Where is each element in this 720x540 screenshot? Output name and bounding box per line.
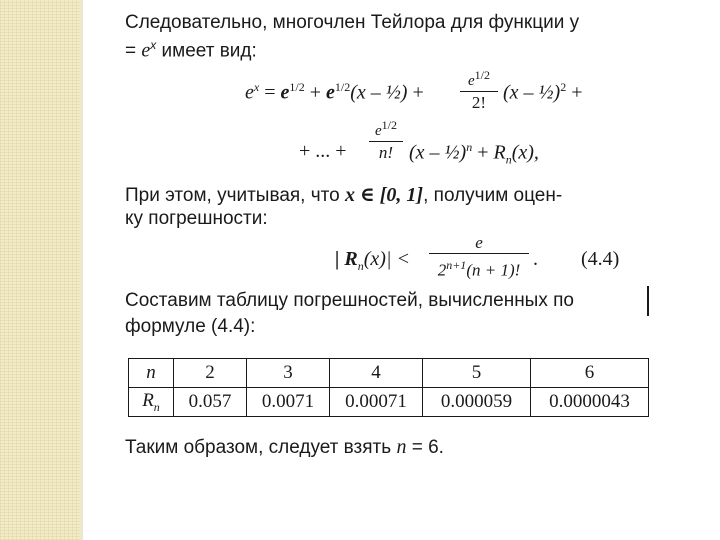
taylor-formula-line-1-tail: (x – ½)$^2$ +: [503, 80, 583, 104]
table-header-cell: 6: [531, 359, 649, 388]
error-table: [128, 358, 649, 417]
table-row: [129, 388, 649, 417]
fraction-e-over-2-factorial: $e^{1/2}$ 2!: [460, 66, 498, 113]
sidebar-divider: [80, 0, 83, 540]
table-intro-line-2: формуле (4.4):: [125, 316, 256, 337]
table-header-cell: 2: [174, 359, 247, 388]
taylor-formula-line-2-start: + ... +: [299, 140, 347, 162]
slide-page: [103, 0, 663, 540]
conclusion-line: Таким образом, следует взять n = 6.: [125, 436, 444, 458]
equation-number: (4.4): [581, 248, 620, 270]
taylor-formula-line-2-tail: (x – ½)$^n$ + $R_n(x)$,: [409, 140, 539, 167]
table-cell: 0.057: [174, 388, 247, 417]
error-bound-fraction: e $2^{n+1}(n + 1)$!: [429, 234, 529, 281]
table-intro-line-1: Составим таблицу погрешностей, вычисленных по: [125, 290, 574, 311]
table-header-row: [129, 359, 649, 388]
fraction-e-over-n-factorial: $e^{1/2}$ n!: [369, 116, 403, 163]
table-header-cell: 3: [247, 359, 330, 388]
table-header-cell: 4: [330, 359, 423, 388]
text-cursor-bar: [647, 286, 649, 316]
table-row-label: $R_n$: [129, 388, 174, 417]
table-cell: 0.0071: [247, 388, 330, 417]
intro-line-2: = $e^x$ имеет вид:: [125, 38, 257, 62]
table-header-cell: 5: [423, 359, 531, 388]
error-bound-period: .: [533, 248, 538, 270]
decorative-sidebar: [0, 0, 80, 540]
table-cell: 0.000059: [423, 388, 531, 417]
taylor-formula-line-1: $e^x = e^{1/2} + e^{1/2}(x$ – ½) +: [245, 80, 424, 104]
intro-line-1: Следовательно, многочлен Тейлора для функции у: [125, 12, 580, 33]
table-cell: 0.00071: [330, 388, 423, 417]
error-bound-left: | $R_n(x)|$ <: [335, 248, 410, 273]
condition-line-2: ку погрешности:: [125, 208, 268, 229]
table-header-label: n: [129, 359, 174, 388]
table-cell: 0.0000043: [531, 388, 649, 417]
condition-line-1: При этом, учитывая, что x ∈ [0, 1], получим оцен-: [125, 184, 563, 206]
